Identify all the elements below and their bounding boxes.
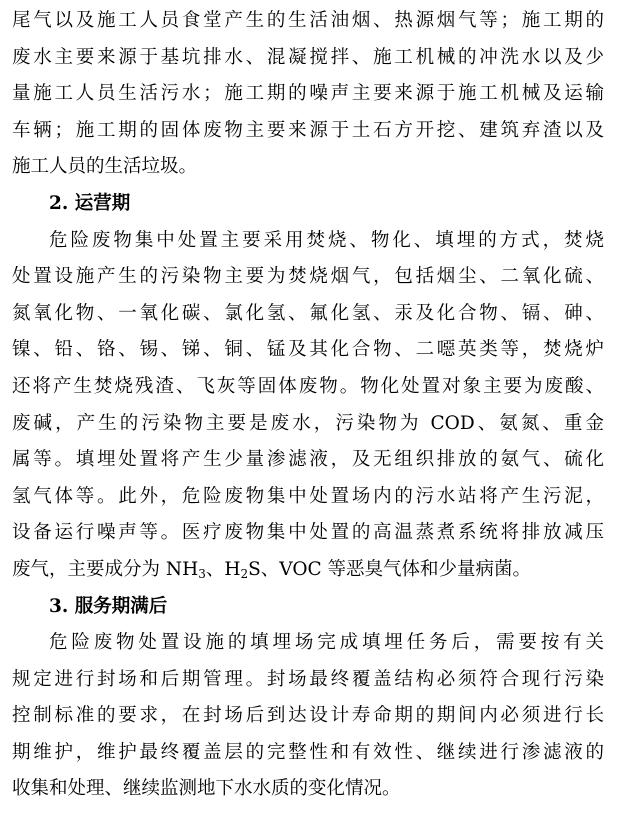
text-segment: S、VOC 等恶臭气体和少量病菌。 <box>248 558 532 580</box>
text-line: 废碱，产生的污染物主要是废水，污染物为 COD、氨氮、重金 <box>12 412 604 434</box>
construction-paragraph <box>12 3 604 186</box>
text-line: 车辆；施工期的固体废物主要来源于土石方开挖、建筑弃渣以及 <box>12 119 604 141</box>
text-line: 收集和处理、继续监测地下水水质的变化情况。 <box>12 778 401 800</box>
text-line: 属等。填埋处置将产生少量渗滤液，及无组织排放的氨气、硫化 <box>12 449 604 471</box>
text-line: 处置设施产生的污染物主要为焚烧烟气，包括烟尘、二氧化硫、 <box>12 266 604 288</box>
section-heading-service-end: 3. 服务期满后 <box>49 595 168 617</box>
text-line: 废水主要来源于基坑排水、混凝搅拌、施工机械的冲洗水以及少 <box>12 46 604 68</box>
text-segment: 、H <box>205 558 241 580</box>
text-line: 镍、铅、铬、锡、锑、铜、锰及其化合物、二噁英类等，焚烧炉 <box>12 339 604 361</box>
text-line: 设备运行噪声等。医疗废物集中处置的高温蒸煮系统将排放减压 <box>12 522 604 544</box>
text-line: 还将产生焚烧残渣、飞灰等固体废物。物化处置对象主要为废酸、 <box>12 375 604 397</box>
text-line: 危险废物处置设施的填埋场完成填埋任务后，需要按有关 <box>49 632 604 654</box>
text-segment: 废气，主要成分为 NH <box>12 558 199 580</box>
text-line: 控制标准的要求，在封场后到达设计寿命期的期间内必须进行长 <box>12 705 604 727</box>
subscript: 3 <box>198 566 206 581</box>
text-line: 氢气体等。此外，危险废物集中处置场内的污水站将产生污泥， <box>12 485 604 507</box>
text-line: 规定进行封场和后期管理。封场最终覆盖结构必须符合现行污染 <box>12 668 604 690</box>
text-line: 尾气以及施工人员食堂产生的生活油烟、热源烟气等；施工期的 <box>12 10 604 31</box>
text-line-formula <box>12 552 604 589</box>
operation-paragraph <box>12 223 604 589</box>
text-line: 量施工人员生活污水；施工期的噪声主要来源于施工机械及运输 <box>12 83 604 105</box>
text-line: 危险废物集中处置主要采用焚烧、物化、填埋的方式，焚烧 <box>49 229 604 251</box>
text-line: 施工人员的生活垃圾。 <box>12 156 198 178</box>
section-heading-operation: 2. 运营期 <box>49 192 131 214</box>
text-line: 期维护，维护最终覆盖层的完整性和有效性、继续进行渗滤液的 <box>12 741 604 763</box>
subscript: 2 <box>240 566 249 581</box>
service-end-paragraph <box>12 625 604 808</box>
text-line: 氮氧化物、一氧化碳、氯化氢、氟化氢、汞及化合物、镉、砷、 <box>12 302 604 324</box>
